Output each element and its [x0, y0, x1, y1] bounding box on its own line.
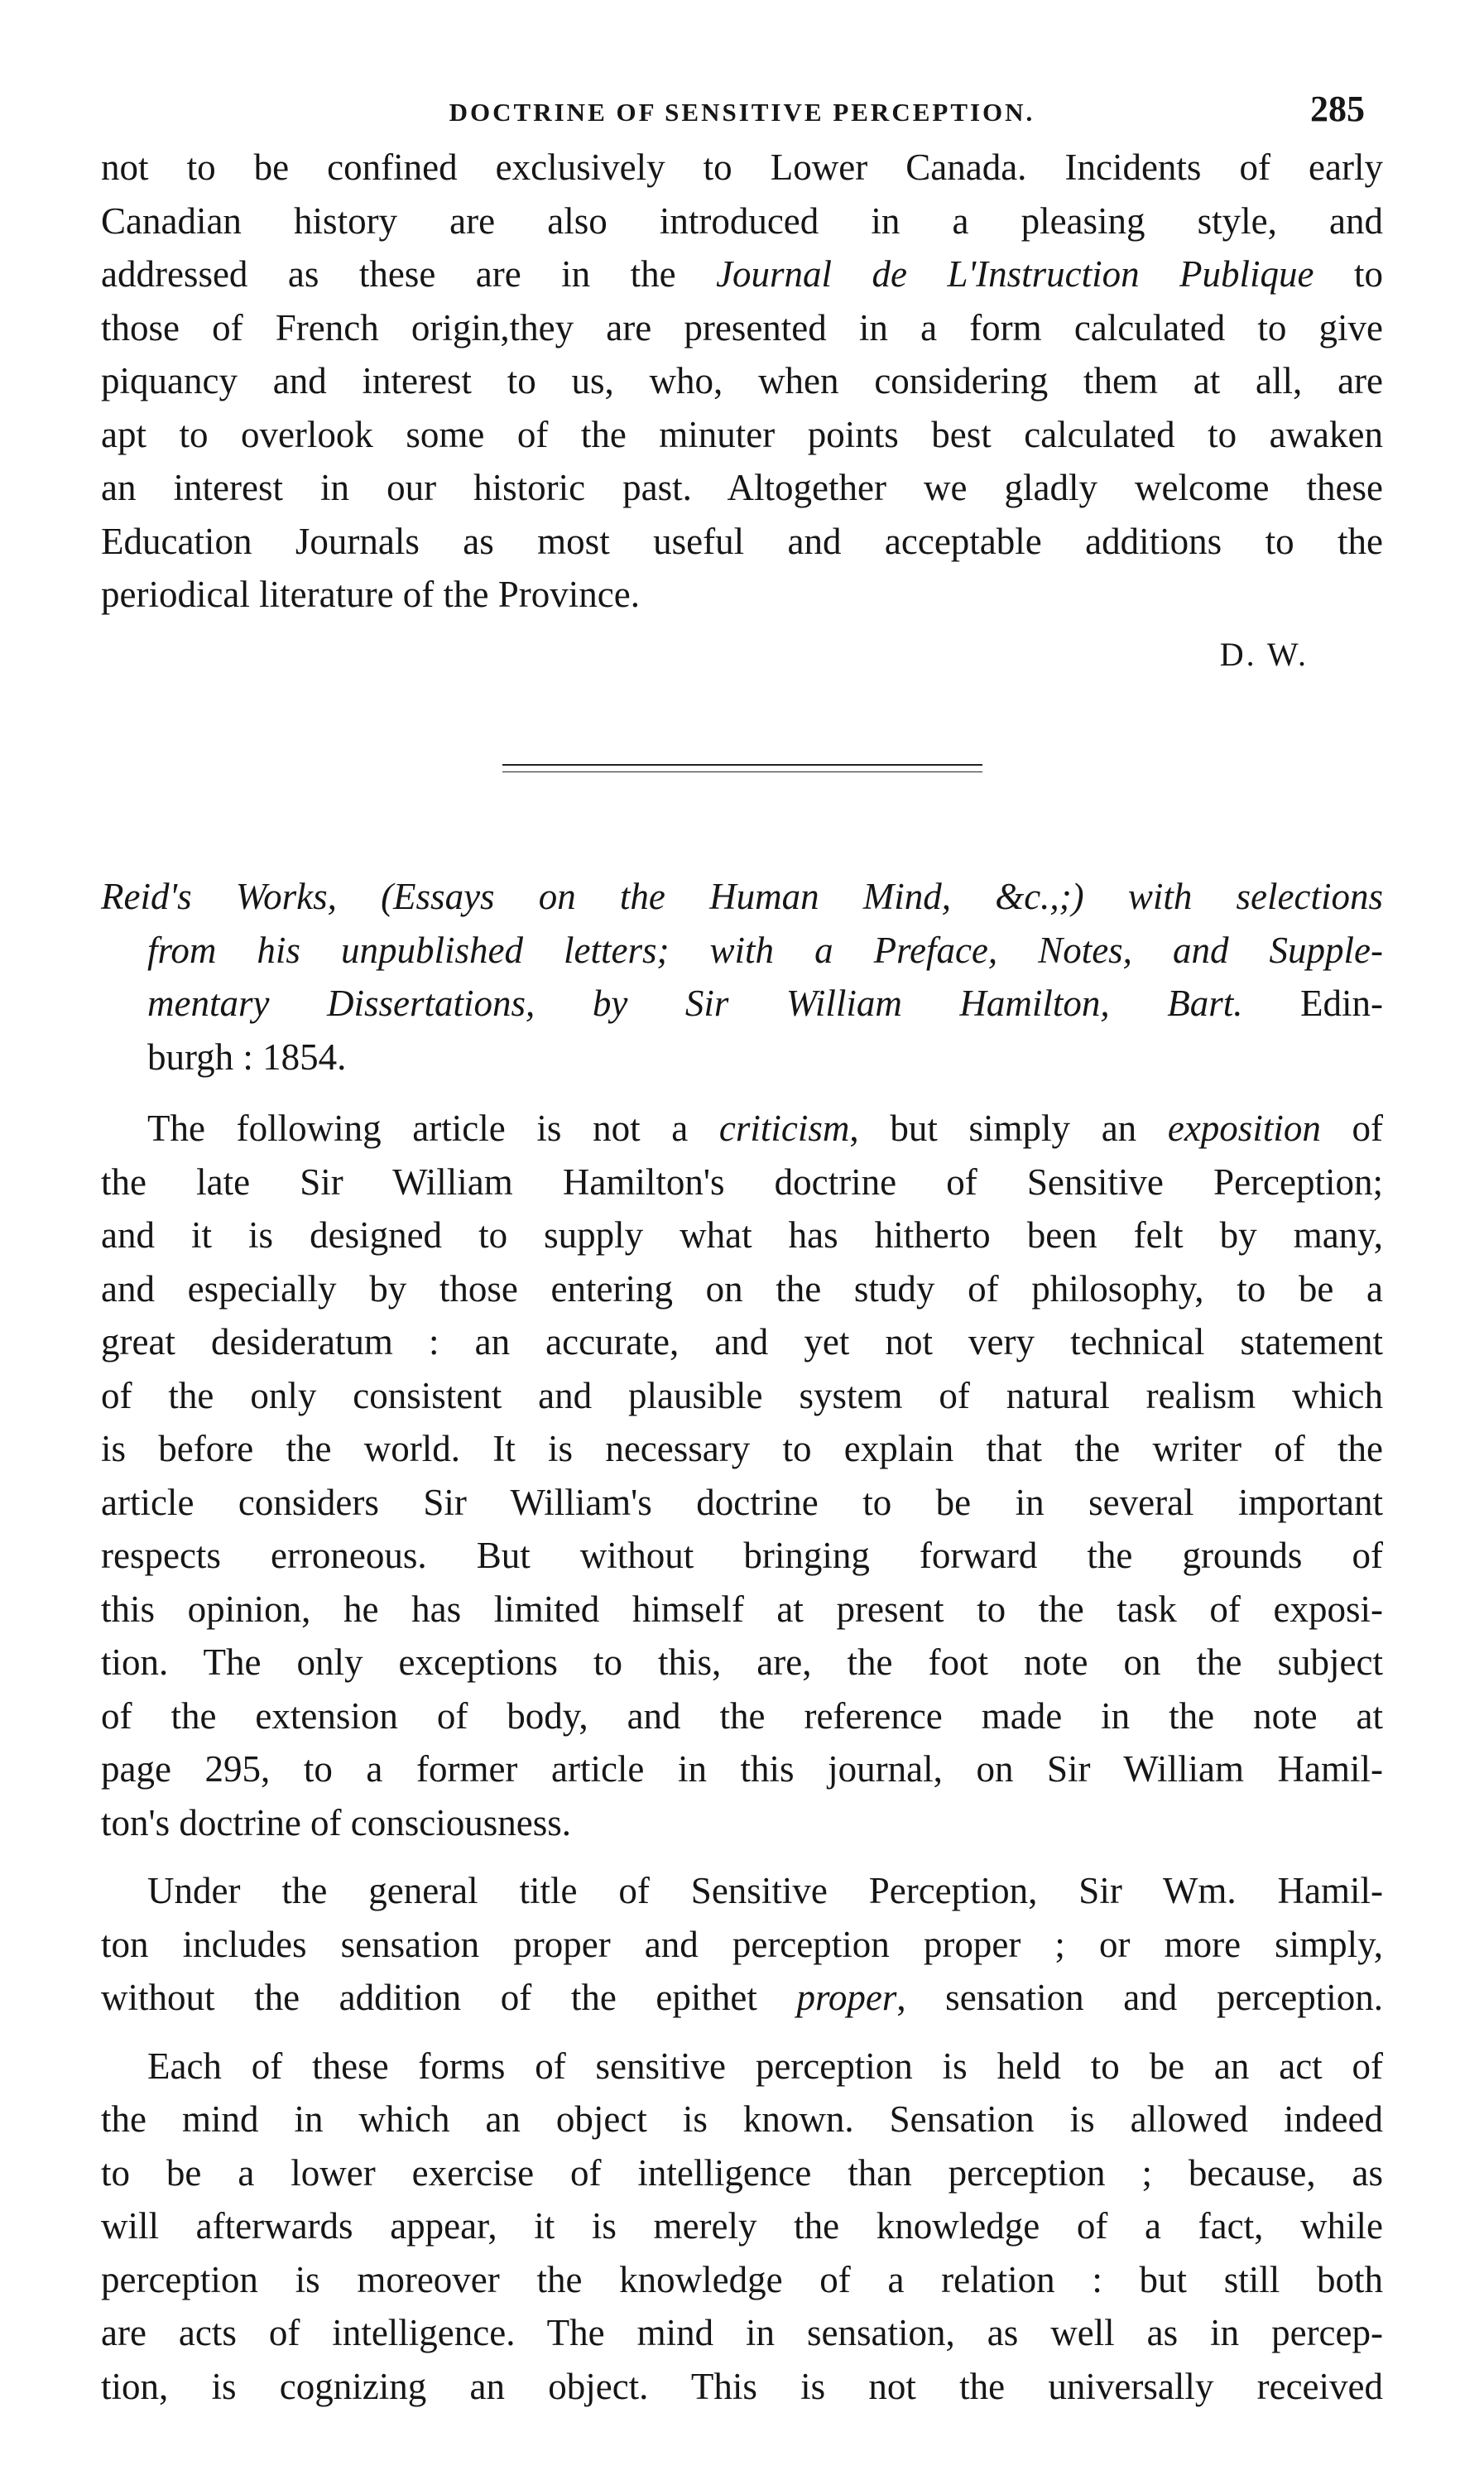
heading-italic: from his unpublished letters; with a Preface, Notes, and Supple- [147, 929, 1383, 971]
text-line: Each of these forms of sensitive perception is held to be an act of [147, 2045, 1383, 2087]
heading-place: Edin- [1300, 983, 1383, 1024]
text-line: periodical literature of the Province. [101, 574, 640, 615]
heading-line [101, 870, 1383, 924]
text-line: of the extension of body, and the reference made in the note at [101, 1694, 1383, 1737]
text-line: piquancy and interest to us, who, when considering them at all, are [101, 360, 1383, 401]
text-line: are acts of intelligence. The mind in sensation, as well as in percep- [101, 2312, 1383, 2353]
text-line: great desideratum : an accurate, and yet not very technical statement [101, 1321, 1383, 1363]
divider-rule [502, 771, 982, 772]
text-line: the late Sir William Hamilton's doctrine of Sensitive Perception; [101, 1161, 1383, 1203]
text-fragment: without the addition of the epithet [101, 1977, 797, 2018]
section-divider [502, 764, 982, 772]
heading-italic: Reid's Works, (Essays on the Human Mind, &c.,;) with selections [101, 876, 1383, 917]
text-line: Education Journals as most useful and acceptable additions to the [101, 520, 1383, 562]
text-line: Under the general title of Sensitive Perception, Sir Wm. Hamil- [147, 1870, 1383, 1911]
text-line: article considers Sir William's doctrine to be in several important [101, 1481, 1383, 1523]
heading-line [101, 924, 1383, 978]
review-heading [101, 870, 1383, 1084]
text-fragment: , sensation and perception. [896, 1977, 1383, 2018]
author-signature: D. W. [1219, 635, 1309, 673]
heading-line [101, 977, 1383, 1031]
emphasis: exposition [1167, 1108, 1321, 1149]
text-fragment: of [1320, 1108, 1383, 1149]
text-line: page 295, to a former article in this journal, on Sir William Hamil- [101, 1748, 1383, 1790]
emphasis: proper [796, 1977, 897, 2018]
text-line: ton's doctrine of consciousness. [101, 1801, 572, 1843]
text-fragment: addressed as these are in the [101, 253, 717, 295]
heading-line: burgh : 1854. [147, 1036, 347, 1078]
body-paragraph-3 [101, 2040, 1383, 2414]
text-line: apt to overlook some of the minuter points best calculated to awaken [101, 413, 1383, 455]
text-line: tion, is cognizing an object. This is not the universally received [101, 2365, 1383, 2407]
intro-paragraph [101, 141, 1383, 681]
text-line: ton includes sensation proper and perception proper ; or more simply, [101, 1923, 1383, 1965]
running-header [101, 83, 1383, 141]
running-title: DOCTRINE OF SENSITIVE PERCEPTION. [449, 98, 1035, 127]
text-fragment: to [1314, 253, 1383, 295]
text-fragment: , but simply an [849, 1108, 1168, 1149]
text-line: perception is moreover the knowledge of a relation : but still both [101, 2258, 1383, 2300]
text-line: not to be confined exclusively to Lower Canada. Incidents of early [101, 147, 1383, 188]
text-line: and especially by those entering on the study of philosophy, to be a [101, 1267, 1383, 1310]
text-line [101, 1971, 1383, 2025]
text-line: of the only consistent and plausible system of natural realism which [101, 1374, 1383, 1416]
text-line: those of French origin,they are presented in a form calculated to give [101, 306, 1383, 348]
text-line: respects erroneous. But without bringing forward the grounds of [101, 1535, 1383, 1576]
text-line: an interest in our historic past. Altogether we gladly welcome these [101, 467, 1383, 508]
page-number: 285 [1310, 89, 1365, 129]
divider-rule [502, 764, 982, 766]
text-line: will afterwards appear, it is merely the knowledge of a fact, while [101, 2205, 1383, 2247]
text-line: this opinion, he has limited himself at present to the task of exposi- [101, 1588, 1383, 1630]
journal-title: Journal de L'Instruction Publique [716, 253, 1314, 295]
text-line [101, 248, 1383, 301]
text-line: the mind in which an object is known. Sensation is allowed indeed [101, 2098, 1383, 2140]
heading-italic: mentary Dissertations, by Sir William Hamilton, Bart. [147, 983, 1243, 1024]
text-line: to be a lower exercise of intelligence than perception ; because, as [101, 2151, 1383, 2194]
emphasis: criticism [718, 1108, 850, 1149]
body-paragraph-2 [101, 1864, 1383, 2025]
text-line [101, 1102, 1383, 1156]
text-fragment: The following article is not a [147, 1108, 719, 1149]
text-line: and it is designed to supply what has hitherto been felt by many, [101, 1214, 1383, 1256]
text-line: is before the world. It is necessary to explain that the writer of the [101, 1428, 1383, 1469]
text-line: Canadian history are also introduced in a pleasing style, and [101, 199, 1383, 242]
text-line: tion. The only exceptions to this, are, the foot note on the subject [101, 1641, 1383, 1683]
body-paragraph-1 [101, 1102, 1383, 1849]
